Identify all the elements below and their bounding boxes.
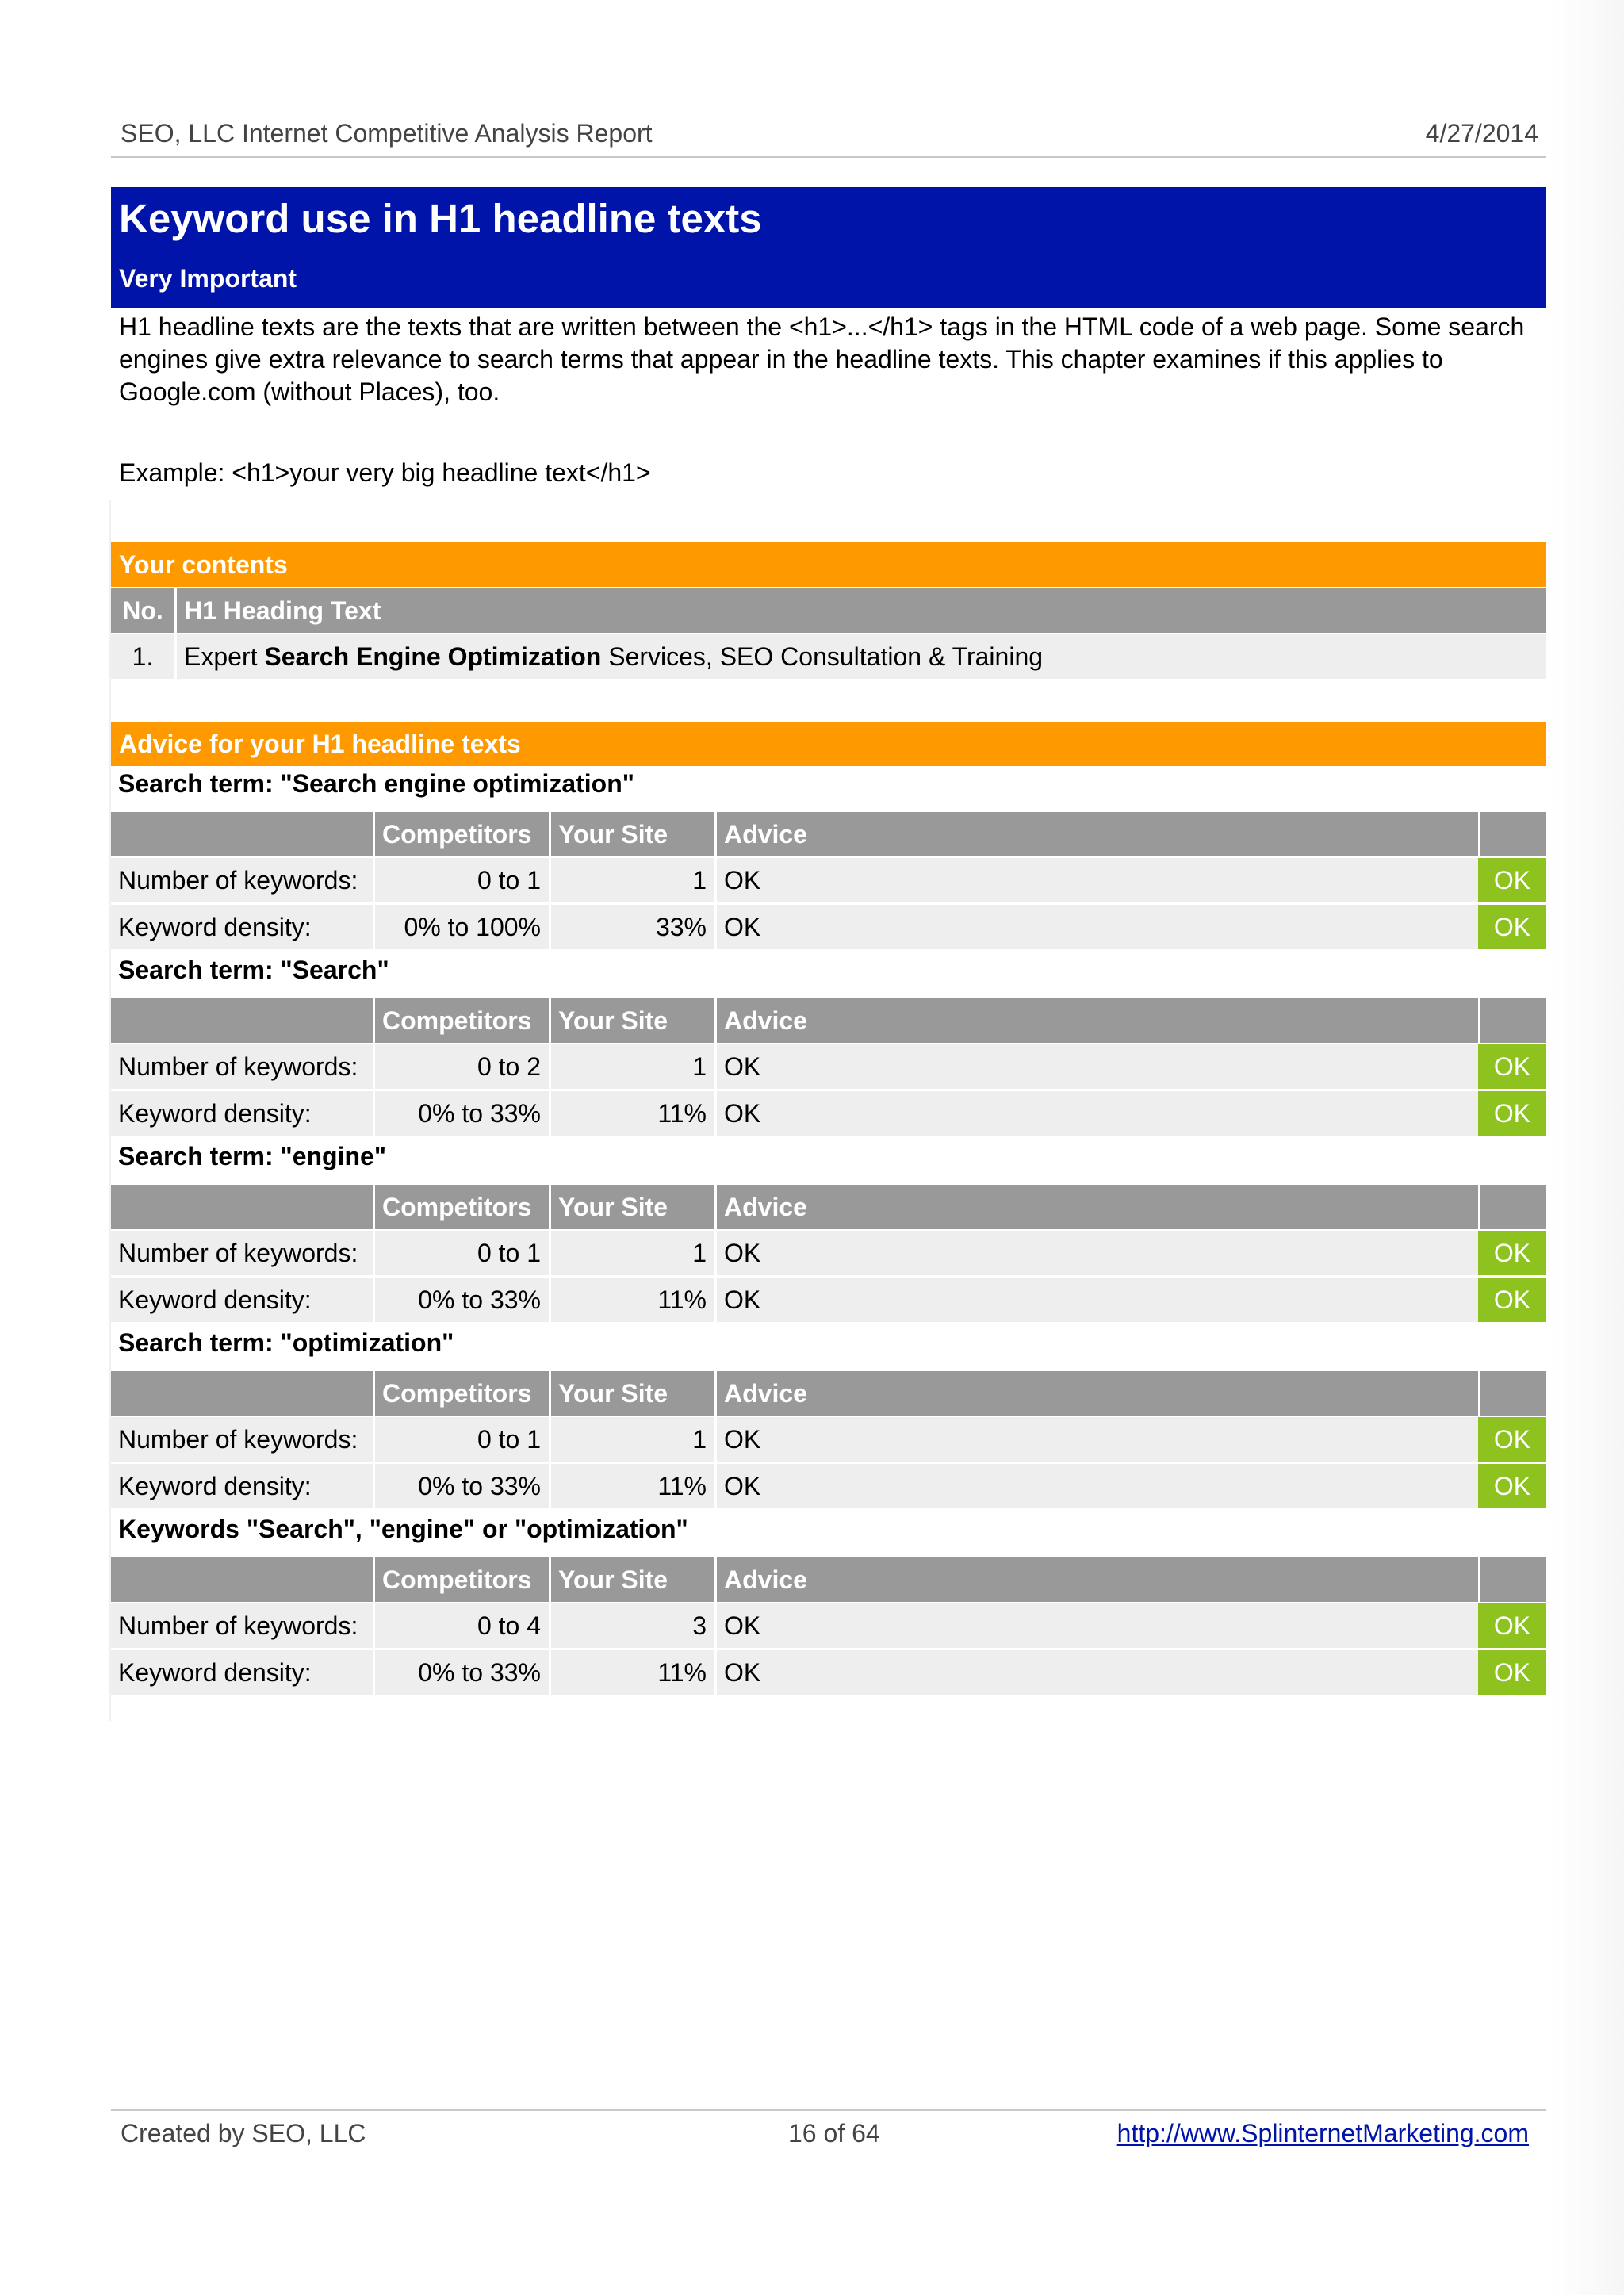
your-site-value: 1 <box>549 1231 714 1275</box>
advice-table-header <box>111 1371 1546 1416</box>
metric-label: Keyword density: <box>118 1472 312 1500</box>
competitors-value: 0 to 1 <box>373 1417 549 1462</box>
competitors-value: 0 to 1 <box>373 858 549 902</box>
col-your-site: Your Site <box>549 1371 714 1416</box>
metric-label: Keyword density: <box>118 1285 312 1314</box>
table-row <box>111 1044 1546 1089</box>
advice-value: OK <box>714 1044 1478 1089</box>
competitors-value: 0% to 100% <box>373 905 549 949</box>
section-title: Keyword use in H1 headline texts <box>119 196 762 241</box>
metric-label: Number of keywords: <box>118 1425 358 1454</box>
competitors-value: 0 to 2 <box>373 1044 549 1089</box>
col-competitors: Competitors <box>373 812 549 856</box>
importance-label: Very Important <box>119 264 297 293</box>
advice-table-header <box>111 998 1546 1043</box>
website-link[interactable]: http://www.SplinternetMarketing.com <box>1116 2119 1529 2147</box>
table-row <box>111 1603 1546 1648</box>
section-intro <box>119 311 1538 489</box>
competitors-value: 0% to 33% <box>373 1278 549 1322</box>
advice-value: OK <box>714 905 1478 949</box>
your-site-value: 11% <box>549 1650 714 1695</box>
col-your-site: Your Site <box>549 812 714 856</box>
advice-value: OK <box>714 1603 1478 1648</box>
your-site-value: 1 <box>549 1044 714 1089</box>
h1-keyword: Search <box>264 642 350 671</box>
advice-bar: Advice for your H1 headline texts <box>111 722 1546 766</box>
metric-label: Number of keywords: <box>118 1052 358 1081</box>
your-contents-bar: Your contents <box>111 542 1546 587</box>
your-site-value: 11% <box>549 1464 714 1508</box>
status-badge: OK <box>1478 1650 1546 1695</box>
your-site-value: 33% <box>549 905 714 949</box>
status-badge: OK <box>1478 858 1546 902</box>
your-site-value: 3 <box>549 1603 714 1648</box>
col-competitors: Competitors <box>373 1371 549 1416</box>
metric-label: Keyword density: <box>118 1658 312 1687</box>
search-term-label: Search term: "Search" <box>118 956 389 984</box>
status-badge: OK <box>1478 1278 1546 1322</box>
search-term-label: Search term: "engine" <box>118 1142 386 1170</box>
competitors-value: 0% to 33% <box>373 1091 549 1136</box>
search-term-label: Search term: "Search engine optimization" <box>118 769 634 798</box>
status-badge: OK <box>1478 905 1546 949</box>
col-h1-text: H1 Heading Text <box>174 588 1546 633</box>
footer-divider <box>111 2109 1546 2111</box>
col-status <box>1478 1371 1546 1416</box>
advice-value: OK <box>714 1650 1478 1695</box>
advice-table-header <box>111 812 1546 856</box>
col-advice: Advice <box>714 1371 1478 1416</box>
h1-keyword: Optimization <box>447 642 602 671</box>
row-number: 1. <box>132 642 154 671</box>
your-site-value: 1 <box>549 1417 714 1462</box>
table-row <box>111 905 1546 949</box>
col-advice: Advice <box>714 1557 1478 1602</box>
competitors-value: 0 to 1 <box>373 1231 549 1275</box>
status-badge: OK <box>1478 1091 1546 1136</box>
col-advice: Advice <box>714 1185 1478 1229</box>
col-your-site: Your Site <box>549 1185 714 1229</box>
status-badge: OK <box>1478 1464 1546 1508</box>
report-date: 4/27/2014 <box>1425 119 1538 148</box>
col-no: No. <box>122 596 163 625</box>
table-row <box>111 1231 1546 1275</box>
advice-value: OK <box>714 1091 1478 1136</box>
h1-heading-text <box>174 634 1546 679</box>
page-footer <box>121 2119 1538 2157</box>
advice-value: OK <box>714 1417 1478 1462</box>
example-paragraph: Example: <h1>your very big headline text</h1> <box>119 458 651 487</box>
h1-text-part: Services, SEO Consultation & Training <box>608 642 1044 671</box>
table-row <box>111 858 1546 902</box>
status-badge: OK <box>1478 1044 1546 1089</box>
col-status <box>1478 998 1546 1043</box>
h1-text-space <box>601 642 608 671</box>
metric-label: Keyword density: <box>118 1099 312 1128</box>
col-competitors: Competitors <box>373 998 549 1043</box>
intro-paragraph: H1 headline texts are the texts that are written between the <h1>...</h1> tags in the HTML code of a web page. Some search engines give extra relevance to search terms that appear in the headline texts. This chapter examines if this applies to Google.com (without Places), too. <box>119 312 1525 406</box>
table-row <box>111 1650 1546 1695</box>
your-site-value: 1 <box>549 858 714 902</box>
col-status <box>1478 1557 1546 1602</box>
h1-text-part: Expert <box>184 642 265 671</box>
section-title-band <box>111 187 1546 308</box>
table-row <box>111 1091 1546 1136</box>
col-advice: Advice <box>714 812 1478 856</box>
table-row <box>111 1464 1546 1508</box>
your-contents-header <box>111 588 1546 633</box>
advice-table-header <box>111 1557 1546 1602</box>
advice-table-header <box>111 1185 1546 1229</box>
metric-label: Number of keywords: <box>118 866 358 895</box>
status-badge: OK <box>1478 1417 1546 1462</box>
page-header <box>121 119 1538 157</box>
table-row <box>111 1278 1546 1322</box>
advice-value: OK <box>714 1278 1478 1322</box>
report-title: SEO, LLC Internet Competitive Analysis Report <box>121 119 653 148</box>
col-your-site: Your Site <box>549 1557 714 1602</box>
col-your-site: Your Site <box>549 998 714 1043</box>
col-status <box>1478 1185 1546 1229</box>
metric-label: Number of keywords: <box>118 1239 358 1267</box>
your-site-value: 11% <box>549 1091 714 1136</box>
search-term-label: Keywords "Search", "engine" or "optimization" <box>118 1515 688 1543</box>
h1-keyword: Engine <box>356 642 441 671</box>
col-competitors: Competitors <box>373 1557 549 1602</box>
competitors-value: 0% to 33% <box>373 1650 549 1695</box>
table-row <box>111 1417 1546 1462</box>
status-badge: OK <box>1478 1603 1546 1648</box>
col-competitors: Competitors <box>373 1185 549 1229</box>
advice-value: OK <box>714 858 1478 902</box>
created-by: Created by SEO, LLC <box>121 2119 366 2147</box>
col-advice: Advice <box>714 998 1478 1043</box>
metric-label: Number of keywords: <box>118 1611 358 1640</box>
h1-text-space <box>441 642 448 671</box>
search-term-label: Search term: "optimization" <box>118 1328 454 1357</box>
competitors-value: 0% to 33% <box>373 1464 549 1508</box>
page-edge-shade <box>1551 0 1624 2295</box>
advice-value: OK <box>714 1231 1478 1275</box>
header-divider <box>111 156 1546 158</box>
metric-label: Keyword density: <box>118 913 312 941</box>
page-number: 16 of 64 <box>788 2119 880 2147</box>
competitors-value: 0 to 4 <box>373 1603 549 1648</box>
h1-text-space <box>349 642 356 671</box>
col-status <box>1478 812 1546 856</box>
status-badge: OK <box>1478 1231 1546 1275</box>
advice-value: OK <box>714 1464 1478 1508</box>
your-site-value: 11% <box>549 1278 714 1322</box>
table-row <box>111 634 1546 679</box>
